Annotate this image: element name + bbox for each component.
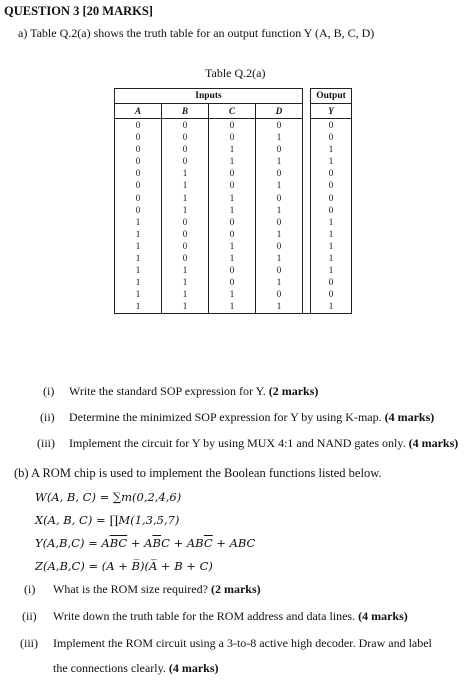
table-row	[115, 143, 352, 155]
table-caption: Table Q.2(a)	[205, 66, 266, 80]
table-row	[115, 240, 352, 252]
task-b-i-num: (i)	[24, 582, 36, 596]
table-row	[115, 288, 352, 300]
table-cell: 1	[256, 155, 303, 167]
table-cell: 1	[209, 192, 256, 204]
table-cell: 0	[209, 264, 256, 276]
truth-table	[114, 88, 352, 314]
table-cell: 0	[256, 192, 303, 204]
table-cell: 1	[115, 288, 162, 300]
task-number: (i)	[43, 384, 55, 398]
task-a-iii	[37, 436, 55, 451]
task-a-ii	[40, 410, 55, 425]
table-cell: 1	[256, 131, 303, 143]
table-cell: 1	[162, 264, 209, 276]
table-row	[115, 204, 352, 216]
table-cell: 1	[311, 264, 352, 276]
table-cell: 1	[162, 192, 209, 204]
table-cell: 1	[115, 276, 162, 288]
table-cell: 0	[162, 119, 209, 132]
table-cell: 0	[256, 143, 303, 155]
table-cell: 0	[256, 119, 303, 132]
table-cell: 1	[311, 300, 352, 313]
table-cell: 1	[311, 143, 352, 155]
table-cell: 0	[209, 216, 256, 228]
table-cell: 0	[209, 228, 256, 240]
equation-y: $Y(A,B,C) = A\overline{B}\overline{C} + A\overline{B}C + AB\overline{C}$ + ABC	[35, 536, 256, 550]
table-cell: 0	[256, 240, 303, 252]
table-cell: 0	[162, 155, 209, 167]
table-cell: 0	[209, 179, 256, 191]
table-row	[115, 155, 352, 167]
table-row	[115, 252, 352, 264]
table-cell: 0	[311, 288, 352, 300]
table-cell: 0	[209, 119, 256, 132]
col-header-b: B	[162, 104, 209, 119]
table-cell: 0	[115, 155, 162, 167]
table-cell: 0	[311, 179, 352, 191]
table-row	[115, 264, 352, 276]
table-cell: 1	[311, 155, 352, 167]
col-header-d: D	[256, 104, 303, 119]
table-cell: 1	[115, 252, 162, 264]
table-cell: 1	[209, 300, 256, 313]
table-cell: 1	[256, 276, 303, 288]
question-title: QUESTION 3 [20 MARKS]	[4, 4, 153, 18]
table-row	[115, 131, 352, 143]
task-b-iii-text: Implement the ROM circuit using a 3-to-8 active high decoder. Draw and label	[53, 636, 432, 650]
part-a-intro: a) Table Q.2(a) shows the truth table for an output function Y (A, B, C, D)	[18, 26, 375, 40]
table-cell: 0	[162, 216, 209, 228]
table-cell: 1	[115, 264, 162, 276]
task-a-i	[43, 384, 54, 399]
table-cell: 0	[115, 131, 162, 143]
table-cell: 1	[162, 204, 209, 216]
table-cell: 1	[209, 240, 256, 252]
table-cell: 1	[162, 288, 209, 300]
marks: (4 marks)	[408, 436, 459, 450]
equation-w: W(A, B, C) = ∑m(0,2,4,6)	[35, 490, 182, 504]
table-cell: 0	[162, 143, 209, 155]
task-number: (ii)	[40, 410, 55, 424]
table-cell: 0	[209, 131, 256, 143]
marks: (4 marks)	[358, 609, 408, 623]
table-cell: 1	[209, 204, 256, 216]
part-b-intro: (b) A ROM chip is used to implement the Boolean functions listed below.	[14, 466, 382, 480]
table-cell: 0	[311, 131, 352, 143]
table-row	[115, 167, 352, 179]
table-header-row	[115, 104, 352, 119]
task-a-iii-text: Implement the circuit for Y by using MUX 4:1 and NAND gates only. (4 marks)	[69, 436, 459, 450]
table-row	[115, 216, 352, 228]
table-cell: 0	[256, 288, 303, 300]
table-cell: 0	[209, 276, 256, 288]
table-cell: 1	[162, 167, 209, 179]
table-cell: 0	[115, 119, 162, 132]
task-number: (iii)	[37, 436, 55, 450]
col-header-y: Y	[311, 104, 352, 119]
table-cell: 1	[256, 300, 303, 313]
table-cell: 0	[311, 204, 352, 216]
table-cell: 0	[311, 167, 352, 179]
header-inputs: Inputs	[115, 89, 303, 104]
table-cell: 1	[209, 252, 256, 264]
table-cell: 0	[115, 143, 162, 155]
table-cell: 0	[311, 119, 352, 132]
table-cell: 0	[311, 276, 352, 288]
table-cell: 0	[209, 167, 256, 179]
table-cell: 1	[162, 300, 209, 313]
marks: (4 marks)	[384, 410, 435, 424]
table-cell: 0	[115, 167, 162, 179]
col-header-a: A	[115, 104, 162, 119]
table-cell: 1	[115, 216, 162, 228]
table-row	[115, 228, 352, 240]
equation-x: X(A, B, C) = ∏M(1,3,5,7)	[35, 513, 180, 527]
table-row	[115, 192, 352, 204]
marks: (4 marks)	[168, 661, 219, 675]
table-row	[115, 119, 352, 132]
task-b-ii-num: (ii)	[22, 609, 37, 623]
table-cell: 1	[209, 143, 256, 155]
table-cell: 0	[256, 167, 303, 179]
table-cell: 1	[162, 276, 209, 288]
table-cell: 1	[256, 179, 303, 191]
table-cell: 1	[209, 155, 256, 167]
marks: (2 marks)	[268, 384, 319, 398]
task-b-ii-text: Write down the truth table for the ROM address and data lines. (4 marks)	[53, 609, 408, 623]
task-a-i-text: Write the standard SOP expression for Y. (2 marks)	[69, 384, 319, 398]
table-cell: 1	[256, 252, 303, 264]
marks: (2 marks)	[210, 582, 261, 596]
table-cell: 1	[256, 204, 303, 216]
table-cell: 1	[115, 240, 162, 252]
table-cell: 0	[115, 192, 162, 204]
table-cell: 0	[162, 228, 209, 240]
table-cell: 1	[162, 179, 209, 191]
task-a-ii-text: Determine the minimized SOP expression for Y by using K-map. (4 marks)	[69, 410, 435, 424]
table-cell: 0	[115, 204, 162, 216]
table-cell: 1	[256, 228, 303, 240]
table-cell: 1	[311, 216, 352, 228]
table-cell: 1	[311, 240, 352, 252]
table-row	[115, 179, 352, 191]
task-b-i-text: What is the ROM size required? (2 marks)	[53, 582, 261, 596]
table-header-group-row	[115, 89, 352, 104]
table-cell: 1	[115, 300, 162, 313]
task-b-iii-cont: the connections clearly. (4 marks)	[53, 661, 219, 675]
table-cell: 1	[209, 288, 256, 300]
table-row	[115, 276, 352, 288]
table-cell: 1	[311, 228, 352, 240]
table-cell: 0	[311, 192, 352, 204]
table-cell: 0	[162, 240, 209, 252]
table-cell: 0	[162, 131, 209, 143]
equation-z: Z(A,B,C) = (A + B̅)(A̅ + B + C)	[35, 559, 213, 573]
table-cell: 0	[162, 252, 209, 264]
table-cell: 1	[115, 228, 162, 240]
table-row	[115, 300, 352, 313]
col-header-c: C	[209, 104, 256, 119]
table-cell: 0	[115, 179, 162, 191]
table-cell: 0	[256, 216, 303, 228]
table-cell: 0	[256, 264, 303, 276]
header-output: Output	[311, 89, 352, 104]
task-b-iii-num: (iii)	[20, 636, 38, 650]
table-cell: 1	[311, 252, 352, 264]
